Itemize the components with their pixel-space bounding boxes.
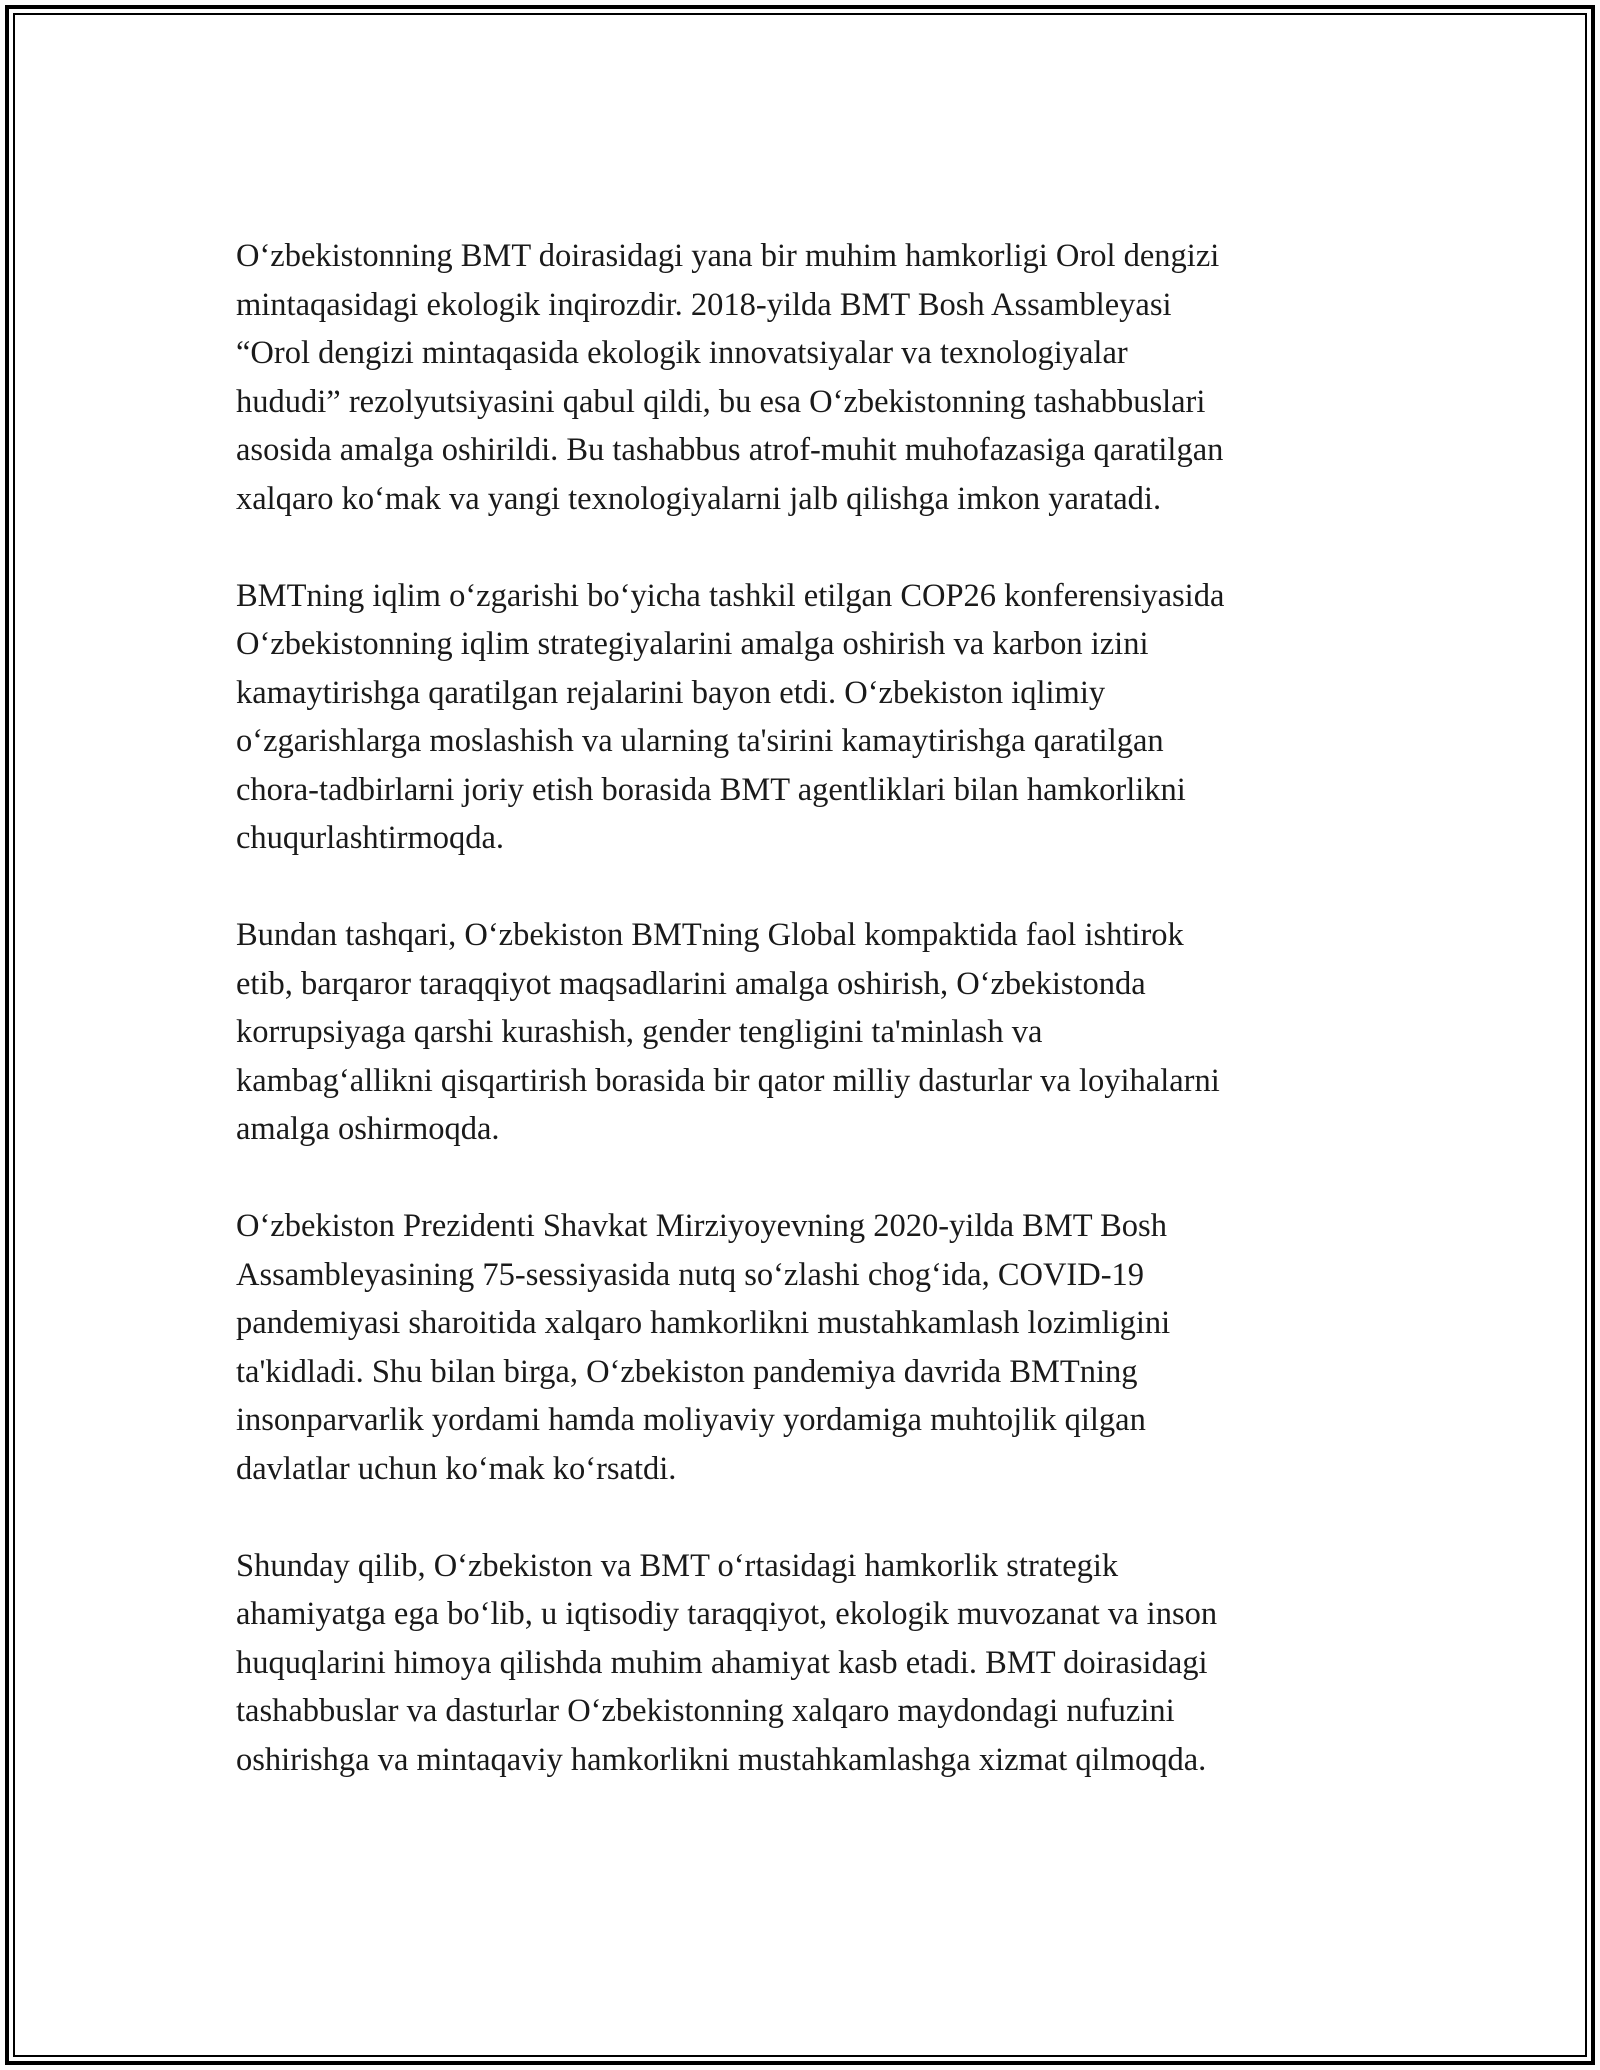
text-line: Shunday qilib, O‘zbekiston va BMT o‘rtasidagi hamkorlik strategik [236, 1547, 1119, 1584]
text-line: etib, barqaror taraqqiyot maqsadlarini amalga oshirish, O‘zbekistonda [236, 965, 1146, 1002]
paragraph-4 [236, 1202, 1376, 1493]
text-line: O‘zbekistonning BMT doirasidagi yana bir muhim hamkorligi Orol dengizi [236, 238, 1220, 274]
text-line: kamaytirishga qaratilgan rejalarini bayon etdi. O‘zbekiston iqlimiy [236, 674, 1106, 711]
text-line: chuqurlashtirmoqda. [236, 820, 505, 856]
paragraph-2 [236, 572, 1376, 863]
text-line: korrupsiyaga qarshi kurashish, gender tengligini ta'minlash va [236, 1014, 1043, 1050]
text-line: ahamiyatga ega bo‘lib, u iqtisodiy taraqqiyot, ekologik muvozanat va inson [236, 1596, 1218, 1632]
text-line: oshirishga va mintaqaviy hamkorlikni mustahkamlashga xizmat qilmoqda. [236, 1741, 1207, 1778]
text-line: amalga oshirmoqda. [236, 1111, 500, 1147]
document-body [236, 232, 1376, 1833]
text-line: BMTning iqlim o‘zgarishi bo‘yicha tashkil etilgan COP26 konferensiyasida [236, 577, 1225, 614]
text-line: O‘zbekistonning iqlim strategiyalarini amalga oshirish va karbon izini [236, 626, 1149, 662]
text-line: huquqlarini himoya qilishda muhim ahamiyat kasb etadi. BMT doirasidagi [236, 1644, 1208, 1681]
text-line: pandemiyasi sharoitida xalqaro hamkorlikni mustahkamlash lozimligini [236, 1305, 1171, 1341]
text-line: kambag‘allikni qisqartirish borasida bir qator milliy dasturlar va loyihalarni [236, 1062, 1220, 1099]
text-line: Bundan tashqari, O‘zbekiston BMTning Global kompaktida faol ishtirok [236, 917, 1184, 953]
text-line: davlatlar uchun ko‘mak ko‘rsatdi. [236, 1450, 677, 1487]
text-line: mintaqasidagi ekologik inqirozdir. 2018-yilda BMT Bosh Assambleyasi [236, 286, 1172, 323]
text-line: hududi” rezolyutsiyasini qabul qildi, bu esa O‘zbekistonning tashabbuslari [236, 383, 1206, 420]
text-line: chora-tadbirlarni joriy etish borasida BMT agentliklari bilan hamkorlikni [236, 771, 1186, 808]
paragraph-1 [236, 232, 1376, 523]
text-line: ta'kidladi. Shu bilan birga, O‘zbekiston pandemiya davrida BMTning [236, 1353, 1138, 1390]
text-line: o‘zgarishlarga moslashish va ularning ta'sirini kamaytirishga qaratilgan [236, 723, 1164, 759]
text-line: Assambleyasining 75-sessiyasida nutq so‘zlashi chog‘ida, COVID-19 [236, 1256, 1145, 1293]
text-line: xalqaro ko‘mak va yangi texnologiyalarni jalb qilishga imkon yaratadi. [236, 480, 1162, 517]
text-line: O‘zbekiston Prezidenti Shavkat Mirziyoyevning 2020-yilda BMT Bosh [236, 1208, 1167, 1244]
text-line: insonparvarlik yordami hamda moliyaviy yordamiga muhtojlik qilgan [236, 1402, 1146, 1438]
paragraph-5 [236, 1542, 1376, 1785]
paragraph-3 [236, 911, 1376, 1154]
text-line: “Orol dengizi mintaqasida ekologik innovatsiyalar va texnologiyalar [236, 335, 1128, 371]
text-line: asosida amalga oshirildi. Bu tashabbus atrof-muhit muhofazasiga qaratilgan [236, 432, 1224, 468]
text-line: tashabbuslar va dasturlar O‘zbekistonning xalqaro maydondagi nufuzini [236, 1693, 1175, 1729]
